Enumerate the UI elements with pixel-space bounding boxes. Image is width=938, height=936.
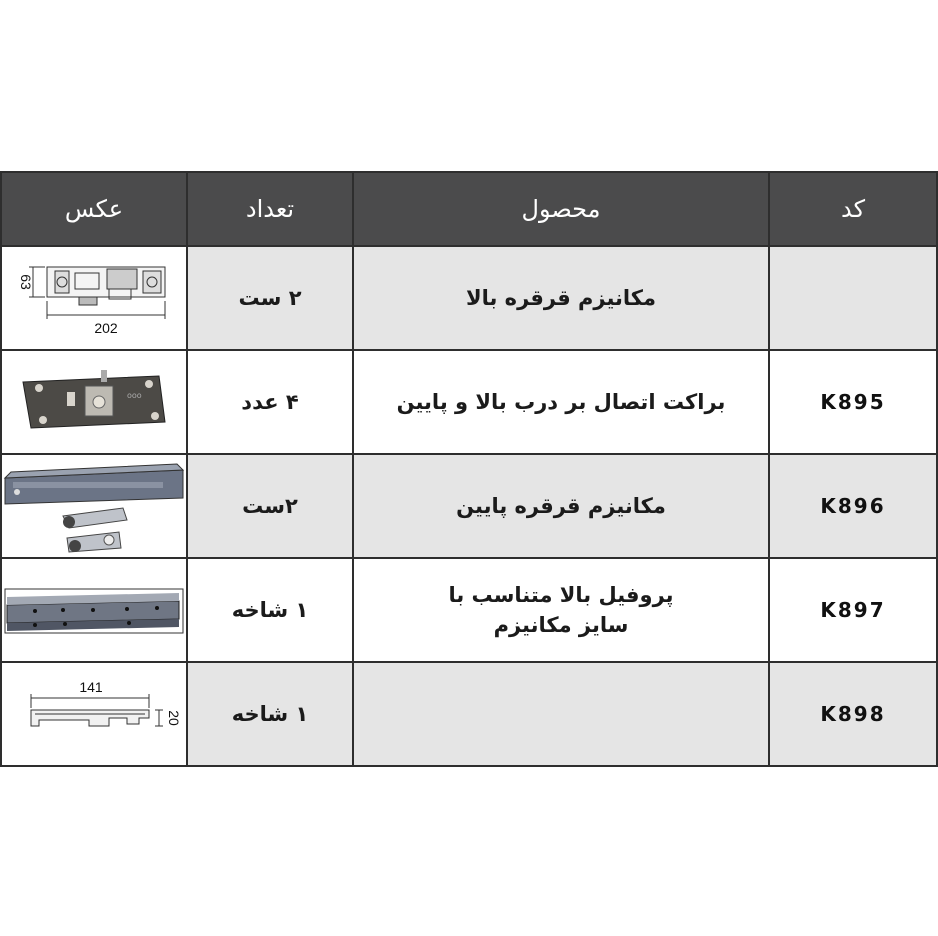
bottom-roller-mechanism-photo-icon <box>3 458 185 554</box>
quantity-cell: ۲ست <box>187 454 353 558</box>
dim-height-label: 63 <box>18 274 34 290</box>
product-name-cell <box>353 558 769 662</box>
product-name-line-1: پروفیل بالا متناسب با <box>448 583 674 607</box>
product-name-cell <box>353 662 769 766</box>
code-cell: K897 <box>769 558 937 662</box>
table-row <box>1 662 937 766</box>
table-row <box>1 246 937 350</box>
dim-width-label: 141 <box>79 679 103 695</box>
table-row <box>1 350 937 454</box>
door-bracket-photo-icon <box>9 362 179 442</box>
table-row <box>1 558 937 662</box>
header-code: کد <box>769 172 937 246</box>
quantity-cell: ۲ ست <box>187 246 353 350</box>
product-image-cell <box>1 454 187 558</box>
quantity-cell: ۱ شاخه <box>187 558 353 662</box>
table-header-row <box>1 172 937 246</box>
header-image: عکس <box>1 172 187 246</box>
quantity-cell: ۴ عدد <box>187 350 353 454</box>
product-image-cell <box>1 558 187 662</box>
product-name-cell: مکانیزم قرقره بالا <box>353 246 769 350</box>
product-name-line-2: سایز مکانیزم <box>493 613 629 637</box>
product-name-cell: مکانیزم قرقره پایین <box>353 454 769 558</box>
table-row <box>1 454 937 558</box>
dim-width-label: 202 <box>94 320 118 336</box>
header-quantity: تعداد <box>187 172 353 246</box>
quantity-cell: ۱ شاخه <box>187 662 353 766</box>
profile-section-drawing-icon <box>9 674 182 754</box>
product-image-cell <box>1 350 187 454</box>
code-cell <box>769 246 937 350</box>
top-profile-photo-icon <box>3 575 185 645</box>
code-cell: K896 <box>769 454 937 558</box>
svg-text:ooo: ooo <box>127 391 142 400</box>
dim-height-label: 20 <box>166 710 182 726</box>
top-roller-mechanism-drawing-icon <box>9 253 179 343</box>
code-cell: K895 <box>769 350 937 454</box>
header-product: محصول <box>353 172 769 246</box>
product-name-cell: براکت اتصال بر درب بالا و پایین <box>353 350 769 454</box>
product-spec-table <box>0 171 938 767</box>
product-image-cell <box>1 662 187 766</box>
product-image-cell <box>1 246 187 350</box>
code-cell: K898 <box>769 662 937 766</box>
